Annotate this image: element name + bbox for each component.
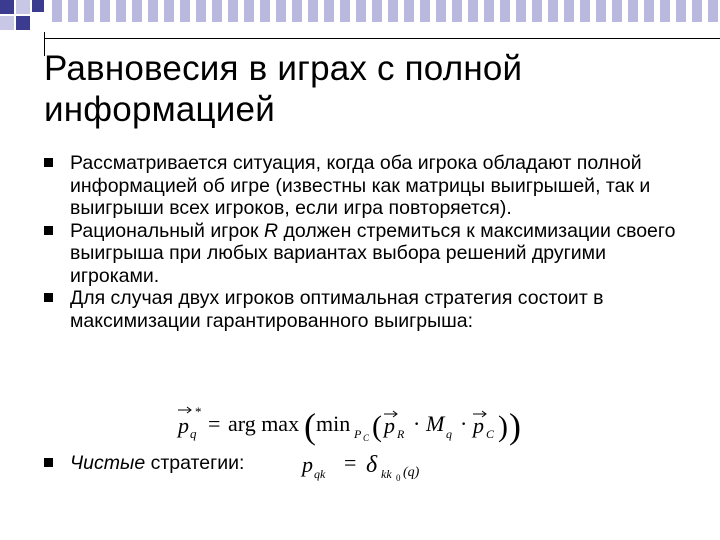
formula-pc-sub: C [486,427,495,441]
formula-m-sub: q [446,427,452,441]
formula-pr: p [384,413,395,438]
formula2-delta-sub-sub: 0 [396,473,401,483]
formula-paren-open: ( [372,410,382,443]
formula2-arg: (q) [403,465,420,480]
decor-square [16,0,30,14]
bullet-text: стратегии: [145,452,245,474]
bullet-item [44,220,684,288]
formula-big-paren-open: ( [304,406,316,446]
bullet-text: Рассматривается ситуация, когда оба игрока обладают полной информацией об игре (известны как матрицы выигрышей, так и выигрыши всех игроков, если игра повторяется). [70,152,651,219]
bullet-marker-icon [44,226,53,235]
formula-min-sub-sub: C [363,433,370,443]
formula-pc: p [473,413,484,438]
decor-square [0,16,14,30]
slide-title: Равновесия в играх с полной информацией [44,49,523,129]
formula2-lhs: p [302,452,313,477]
formula-min: min [316,411,351,436]
formula-min-sub: P [354,427,362,441]
bullet-item [44,287,684,332]
pure-strategy-formula [300,448,470,484]
formula-argmax: arg max [228,411,300,436]
bullet-marker-icon [44,458,53,467]
bullet-text: Для случая двух игроков оптимальная стратегия состоит в максимизации гарантированного выигрыша: [70,287,604,332]
bullet-marker-icon [44,158,53,167]
bullet-item [44,152,684,220]
bullet-marker-icon [44,293,53,302]
formula-lhs: p [178,413,189,438]
formula-dot2: · [460,411,468,436]
formula-pr-sub: R [397,427,405,441]
header-stripe [52,0,720,22]
bullet-list [44,152,684,332]
formula-paren-close: ) [498,410,508,443]
formula-equals: = [208,411,221,436]
decor-square [32,0,44,12]
formula-dot: · [413,411,421,436]
formula-big-paren-close: ) [509,406,521,446]
formula-m: M [426,411,445,436]
formula-star: * [195,404,202,419]
bullet-text: Рациональный игрок R должен стремиться к максимизации своего выигрыша при любых вариантах выбора решений другими игроками. [70,219,676,287]
decor-square [16,16,30,30]
formula2-delta: δ [366,452,378,478]
formula2-lhs-sub: qk [314,467,326,481]
bullet-text-italic: R [264,219,279,242]
formula-lhs-sub: q [190,426,197,441]
decor-square [0,0,14,14]
bullet-text-italic: Чистые [70,452,146,474]
bullet-item [44,452,244,475]
optimal-strategy-formula [176,402,536,446]
formula2-equals: = [344,450,357,475]
header-rule [44,38,720,39]
formula2-delta-sub: kk [381,467,392,481]
